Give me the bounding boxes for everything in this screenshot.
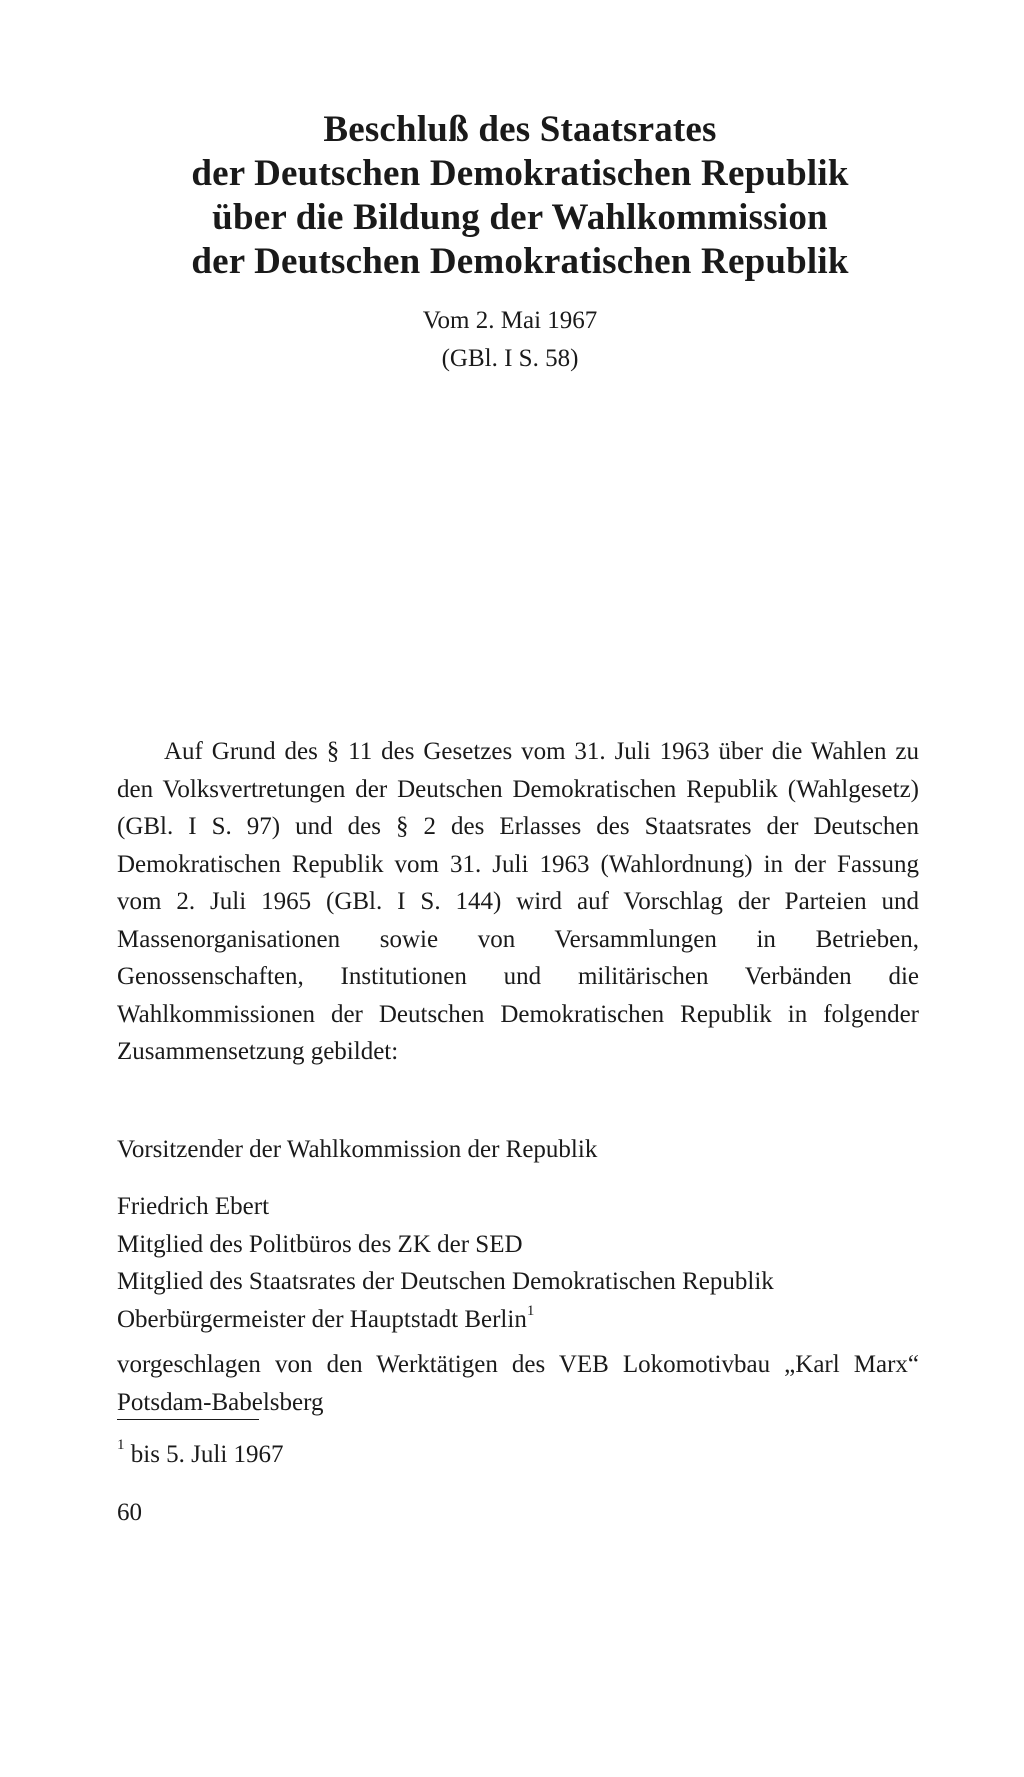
body-paragraph: Auf Grund des § 11 des Gesetzes vom 31. Juli 1963 über die Wahlen zu den Volksvertretungen der Deutschen Demokratischen Republik (Wahlgesetz) (GBl. I S. 97) und des § 2 des Erlasses des Staatsrates der Deutschen Demokratischen Republik vom 31. Juli 1963 (Wahlordnung) in der Fassung vom 2. Juli 1965 (GBl. I S. 144) wird auf Vorschlag der Parteien und Massenorganisationen sowie von Versammlungen in Betrieben, Genossenschaften, Institutionen und militärischen Verbänden die Wahlkommissionen der Deutschen Demokratischen Republik in folgender Zusammensetzung gebildet:: [117, 738, 919, 1065]
footnote-reference: 1: [526, 1303, 535, 1320]
gazette-reference: (GBl. I S. 58): [441, 345, 579, 372]
document-date: [260, 302, 760, 378]
title-line-3: über die Bildung der Wahlkommission: [212, 197, 828, 238]
member-entry: [117, 1188, 919, 1421]
member-name: Friedrich Ebert: [117, 1193, 270, 1220]
title-line-1: Beschluß des Staatsrates: [323, 109, 717, 150]
section-heading: Vorsitzender der Wahlkommission der Republik: [117, 1136, 598, 1163]
member-role-3-text: Oberbürgermeister der Hauptstadt Berlin: [117, 1305, 527, 1333]
footnote: [117, 1438, 284, 1472]
footnote-divider: [117, 1419, 259, 1420]
member-role-2: Mitglied des Staatsrates der Deutschen Demokratischen Republik: [117, 1268, 774, 1295]
date-line: Vom 2. Mai 1967: [422, 307, 598, 334]
title-line-4: der Deutschen Demokratischen Republik: [191, 241, 849, 282]
page-number: 60: [117, 1499, 142, 1526]
member-role-1: Mitglied des Politbüros des ZK der SED: [117, 1230, 523, 1258]
title-line-2: der Deutschen Demokratischen Republik: [191, 153, 849, 194]
document-title: [120, 108, 920, 284]
footnote-mark: 1: [117, 1436, 125, 1453]
member-role-3: [117, 1301, 919, 1339]
footnote-text: bis 5. Juli 1967: [130, 1441, 284, 1468]
member-proposal: vorgeschlagen von den Werktätigen des VEB Lokomotivbau „Karl Marx“ Potsdam-Babelsberg: [117, 1351, 919, 1416]
